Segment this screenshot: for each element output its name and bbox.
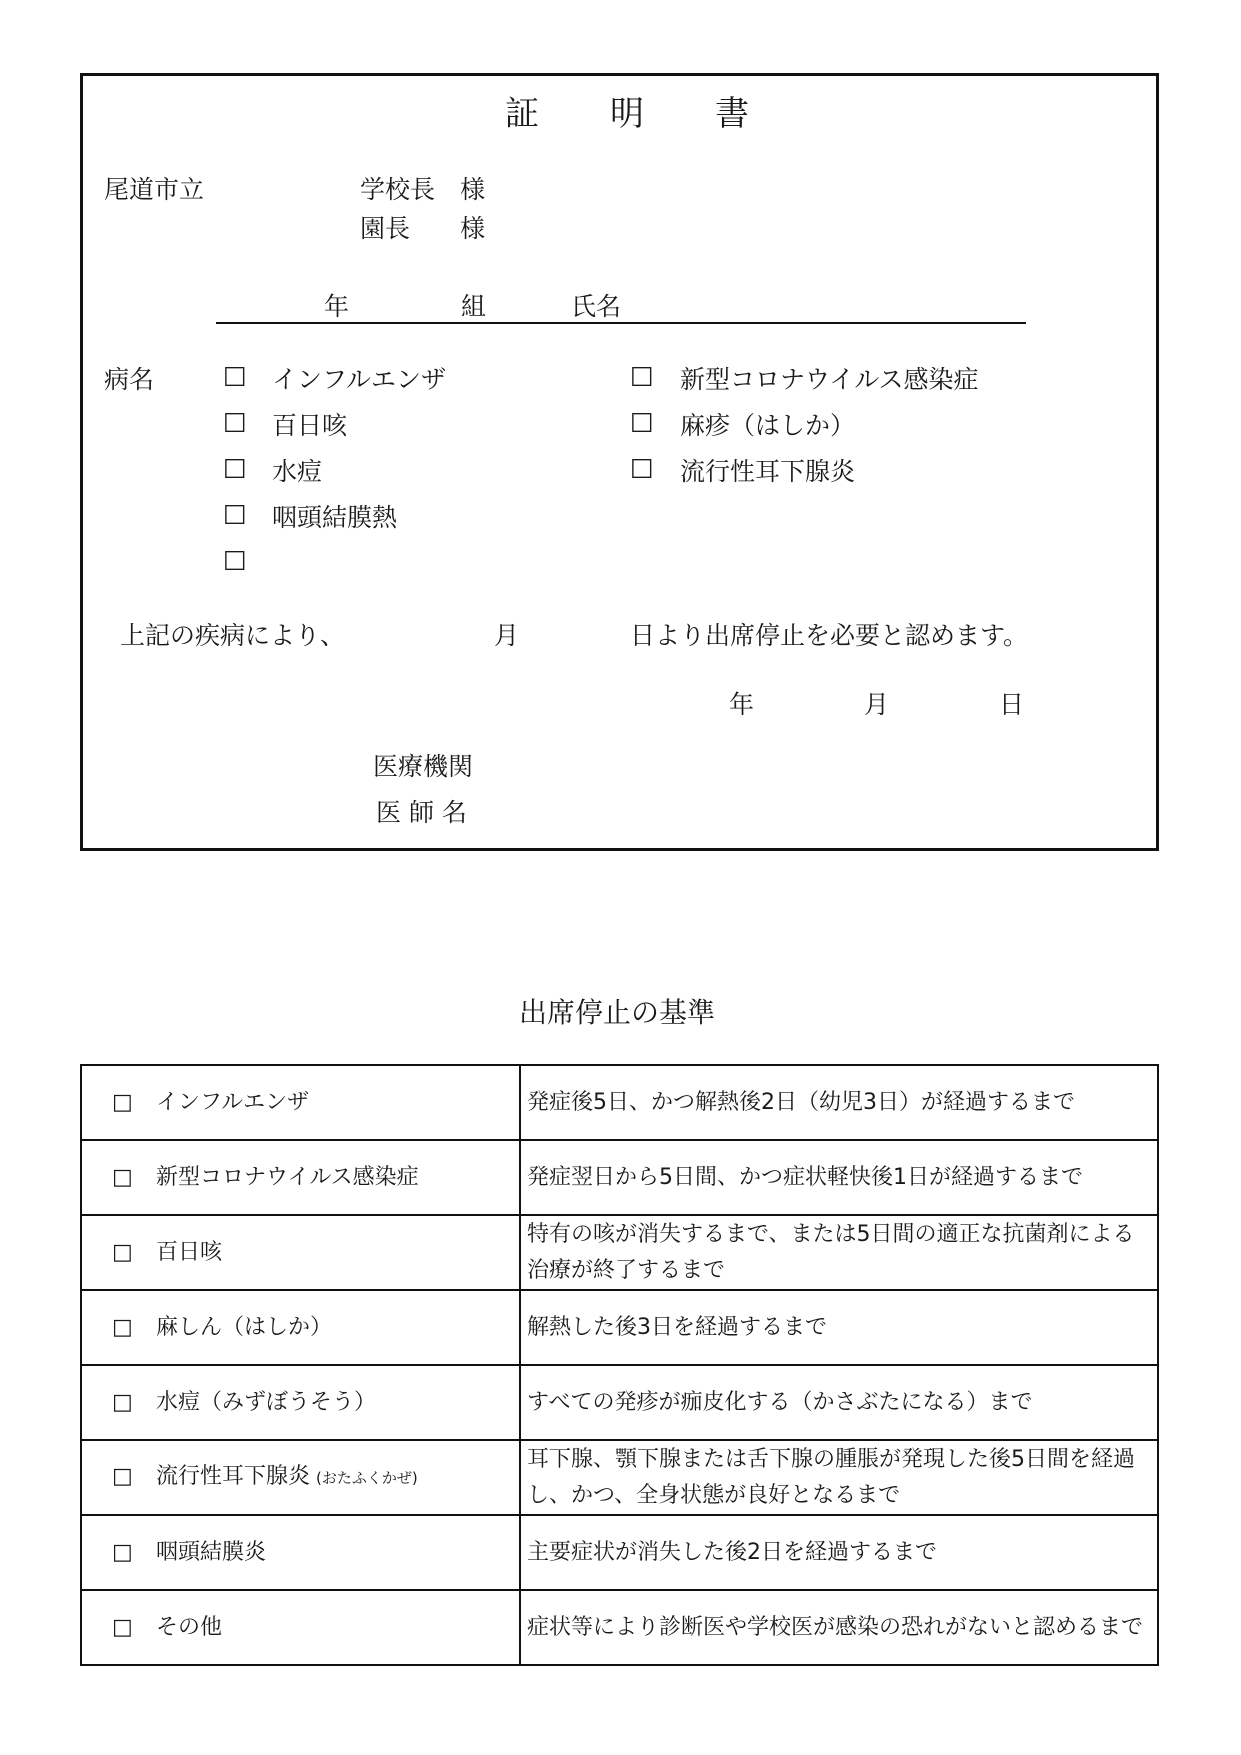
criteria-disease-name: 流行性耳下腺炎 (156, 1464, 311, 1489)
criteria-checkbox[interactable]: □ (112, 1614, 133, 1640)
checkbox-covid19[interactable]: □ (630, 360, 654, 389)
criteria-disease-cell (81, 1590, 520, 1665)
criteria-checkbox[interactable]: □ (112, 1089, 133, 1115)
criteria-disease-name: その他 (156, 1614, 223, 1640)
disease-label: 病名 (104, 365, 155, 394)
criteria-criterion: 発症翌日から5日間、かつ症状軽快後1日が経過するまで (520, 1140, 1158, 1215)
disease-mumps: 流行性耳下腺炎 (680, 457, 856, 486)
statement-month: 月 (494, 621, 520, 650)
criteria-checkbox[interactable]: □ (112, 1539, 133, 1565)
criteria-criterion: 解熱した後3日を経過するまで (520, 1290, 1158, 1365)
criteria-disease-name: 水痘（みずぼうそう） (156, 1389, 377, 1415)
criteria-disease-note: (おたふくかぜ) (316, 1469, 418, 1487)
student-year-label: 年 (324, 292, 350, 321)
criteria-criterion: すべての発疹が痂皮化する（かさぶたになる）まで (520, 1365, 1158, 1440)
date-month-label: 月 (864, 690, 890, 719)
checkbox-pertussis[interactable]: □ (223, 406, 247, 435)
criteria-disease-cell (81, 1290, 520, 1365)
criteria-checkbox[interactable]: □ (112, 1239, 133, 1265)
disease-pharyngoconjunctival-fever: 咽頭結膜熱 (272, 503, 398, 532)
student-class-label: 組 (461, 292, 487, 321)
disease-covid19: 新型コロナウイルス感染症 (680, 365, 979, 394)
criteria-criterion: 主要症状が消失した後2日を経過するまで (520, 1515, 1158, 1590)
disease-varicella: 水痘 (272, 457, 323, 486)
criteria-title: 出席停止の基準 (519, 996, 716, 1029)
table-row (81, 1365, 1158, 1440)
checkbox-varicella[interactable]: □ (223, 452, 247, 481)
table-row (81, 1140, 1158, 1215)
criteria-checkbox[interactable]: □ (112, 1164, 133, 1190)
doctor-label: 医 師 名 (376, 798, 467, 827)
criteria-disease-name: インフルエンザ (156, 1089, 310, 1115)
addressee-director: 園長 様 (360, 214, 486, 243)
statement-part1: 上記の疾病により、 (120, 621, 346, 650)
criteria-criterion: 耳下腺、顎下腺または舌下腺の腫脹が発現した後5日間を経過し、かつ、全身状態が良好となるまで (520, 1440, 1158, 1515)
criteria-criterion: 発症後5日、かつ解熱後2日（幼児3日）が経過するまで (520, 1065, 1158, 1140)
addressee-principal: 学校長 様 (360, 175, 486, 204)
student-name-label: 氏名 (571, 292, 622, 321)
disease-measles: 麻疹（はしか） (680, 411, 856, 440)
criteria-checkbox[interactable]: □ (112, 1389, 133, 1415)
checkbox-pharyngoconjunctival-fever[interactable]: □ (223, 498, 247, 527)
criteria-criterion: 症状等により診断医や学校医が感染の恐れがないと認めるまで (520, 1590, 1158, 1665)
criteria-disease-cell (81, 1065, 520, 1140)
statement-part2: 日より出席停止を必要と認めます。 (630, 621, 1029, 650)
checkbox-measles[interactable]: □ (630, 406, 654, 435)
table-row (81, 1515, 1158, 1590)
disease-pertussis: 百日咳 (272, 411, 348, 440)
table-row (81, 1440, 1158, 1515)
criteria-checkbox[interactable]: □ (112, 1314, 133, 1340)
checkbox-mumps[interactable]: □ (630, 452, 654, 481)
criteria-disease-name: 新型コロナウイルス感染症 (156, 1164, 419, 1190)
table-row (81, 1590, 1158, 1665)
date-day-label: 日 (999, 690, 1025, 719)
disease-influenza: インフルエンザ (272, 365, 447, 394)
criteria-checkbox[interactable]: □ (112, 1464, 133, 1489)
addressee-city: 尾道市立 (104, 175, 205, 204)
criteria-disease-cell (81, 1440, 520, 1515)
criteria-disease-cell (81, 1215, 520, 1290)
institution-label: 医療機関 (373, 752, 474, 781)
criteria-disease-cell (81, 1140, 520, 1215)
checkbox-other-disease[interactable]: □ (223, 544, 247, 573)
date-year-label: 年 (729, 690, 755, 719)
table-row (81, 1065, 1158, 1140)
criteria-disease-name: 咽頭結膜炎 (156, 1539, 267, 1565)
criteria-criterion: 特有の咳が消失するまで、または5日間の適正な抗菌剤による治療が終了するまで (520, 1215, 1158, 1290)
name-underline (216, 322, 1026, 324)
criteria-disease-cell (81, 1515, 520, 1590)
checkbox-influenza[interactable]: □ (223, 360, 247, 389)
criteria-disease-name: 百日咳 (156, 1239, 223, 1265)
table-row (81, 1290, 1158, 1365)
table-row (81, 1215, 1158, 1290)
certificate-title: 証 明 書 (505, 94, 750, 134)
criteria-disease-cell (81, 1365, 520, 1440)
criteria-table (80, 1064, 1159, 1666)
criteria-disease-name: 麻しん（はしか） (156, 1314, 333, 1340)
